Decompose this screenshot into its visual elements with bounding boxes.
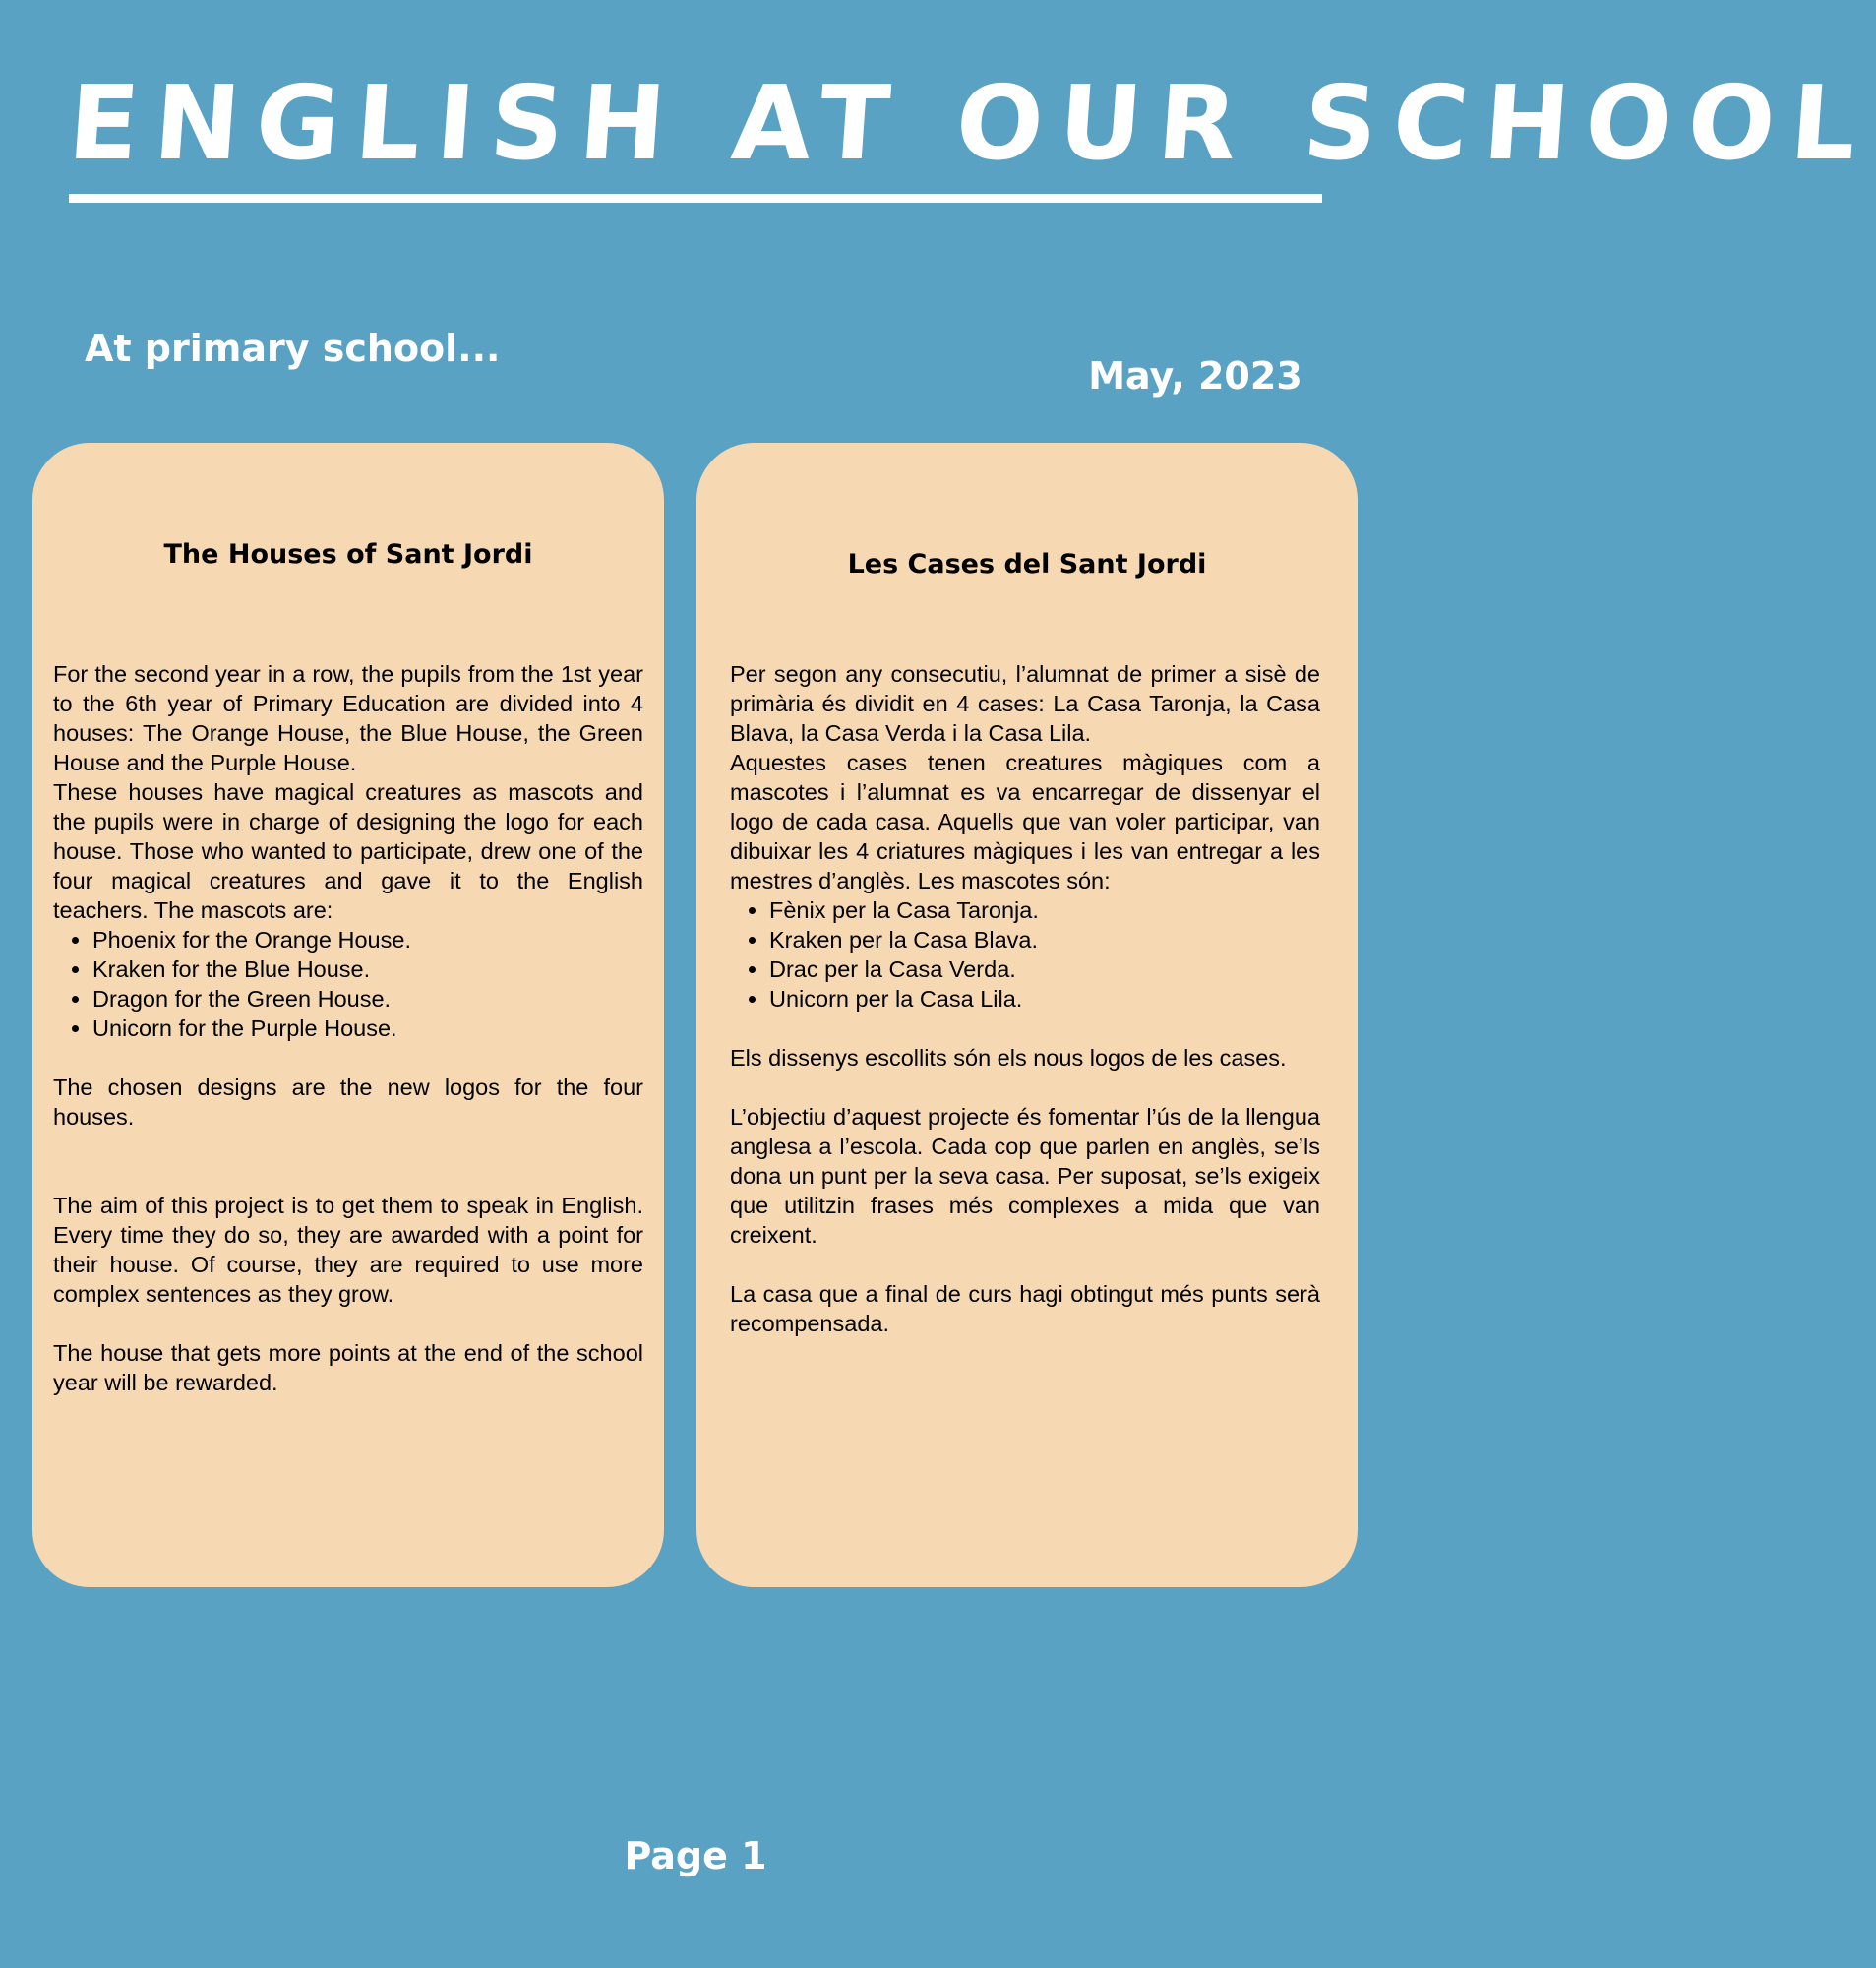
list-item: • Phoenix for the Orange House. [92,925,643,954]
english-paragraph-5: The house that gets more points at the end of the school year will be rewarded. [53,1340,643,1395]
list-item: • Unicorn per la Casa Lila. [769,984,1320,1014]
list-item: • Fènix per la Casa Taronja. [769,895,1320,925]
catalan-mascot-list [730,895,1320,1014]
list-item: • Dragon for the Green House. [92,984,643,1014]
issue-date: May, 2023 [1088,354,1302,398]
list-item: • Drac per la Casa Verda. [769,954,1320,984]
catalan-article-title: Les Cases del Sant Jordi [847,549,1207,580]
list-item: • Kraken per la Casa Blava. [769,925,1320,954]
english-paragraph-3: The chosen designs are the new logos for the four houses. [53,1075,643,1130]
english-article-title: The Houses of Sant Jordi [163,539,533,570]
list-item: • Kraken for the Blue House. [92,954,643,984]
page-title: ENGLISH AT OUR SCHOOL [64,63,1876,183]
english-mascot-list [53,925,643,1043]
catalan-paragraph-4: L’objectiu d’aquest projecte és fomentar l’ús de la llengua anglesa a l’escola. Cada cop que parlen en anglès, se’ls dona un punt per la seva casa. Per suposat, se’ls exigeix que utilitzin frases més complexes a mida que van creixent. [730,1104,1320,1248]
catalan-paragraph-3: Els dissenys escollits són els nous logos de les cases. [730,1045,1287,1071]
catalan-article-body [730,659,1320,1338]
catalan-paragraph-5: La casa que a final de curs hagi obtingut més punts serà recompensada. [730,1281,1320,1336]
catalan-paragraph-1: Per segon any consecutiu, l’alumnat de primer a sisè de primària és dividit en 4 cases: La Casa Taronja, la Casa Blava, la Casa Verda i la Casa Lila. [730,661,1320,746]
english-article-card [32,443,664,1587]
english-article-body [53,659,643,1397]
page-number: Page 1 [624,1834,767,1877]
english-paragraph-4: The aim of this project is to get them to speak in English. Every time they do so, they are awarded with a point for their house. Of course, they are required to use more complex sentences as they grow. [53,1193,643,1307]
catalan-paragraph-2: Aquestes cases tenen creatures màgiques com a mascotes i l’alumnat es va encarregar de dissenyar el logo de cada casa. Aquells que van voler participar, van dibuixar les 4 criatures màgiques i les van entregar a les mestres d’anglès. Les mascotes són: [730,750,1320,893]
english-paragraph-1: For the second year in a row, the pupils from the 1st year to the 6th year of Primary Education are divided into 4 houses: The Orange House, the Blue House, the Green House and the Purple House. [53,661,643,775]
title-underline [69,194,1322,203]
english-paragraph-2: These houses have magical creatures as mascots and the pupils were in charge of designing the logo for each house. Those who wanted to participate, drew one of the four magical creatures and gave it to the English teachers. The mascots are: [53,779,643,923]
list-item: • Unicorn for the Purple House. [92,1014,643,1043]
catalan-article-card [696,443,1358,1587]
section-subtitle: At primary school... [85,327,501,370]
